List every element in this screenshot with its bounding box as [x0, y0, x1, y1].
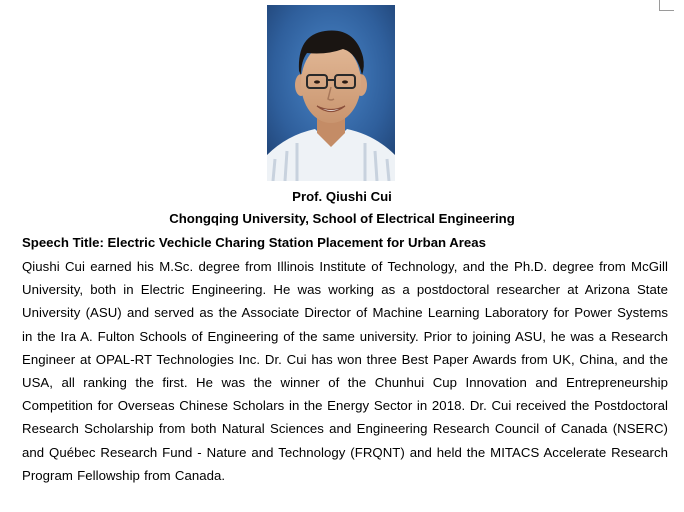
speaker-affiliation: Chongqing University, School of Electrical Engineering: [169, 211, 515, 226]
speaker-biography: Qiushi Cui earned his M.Sc. degree from Illinois Institute of Technology, and the Ph.D. degree from McGill University, both in Electric Engineering. He was working as a postdoctoral researcher at Arizona State University (ASU) and served as the Associate Director of Machine Learning Laboratory for Power Systems in the Ira A. Fulton Schools of Engineering of the same university. Prior to joining ASU, he was a Research Engineer at OPAL-RT Technologies Inc. Dr. Cui has won three Best Paper Awards from UK, China, and the USA, all ranking the first. He was the winner of the Chunhui Cup Innovation and Entrepreneurship Competition for Overseas Chinese Scholars in the Energy Sector in 2018. Dr. Cui received the Postdoctoral Research Scholarship from both Natural Sciences and Engineering Research Council of Canada (NSERC) and Québec Research Fund - Nature and Technology (FRQNT) and held the MITACS Accelerate Research Program Fellowship from Canada.: [22, 259, 668, 483]
page-corner-mark: [659, 0, 674, 11]
portrait-photo: [267, 5, 395, 181]
speaker-header: [0, 186, 684, 230]
speaker-name: Prof. Qiushi Cui: [292, 189, 392, 204]
speech-title: Speech Title: Electric Vechicle Charing Station Placement for Urban Areas: [22, 235, 486, 250]
